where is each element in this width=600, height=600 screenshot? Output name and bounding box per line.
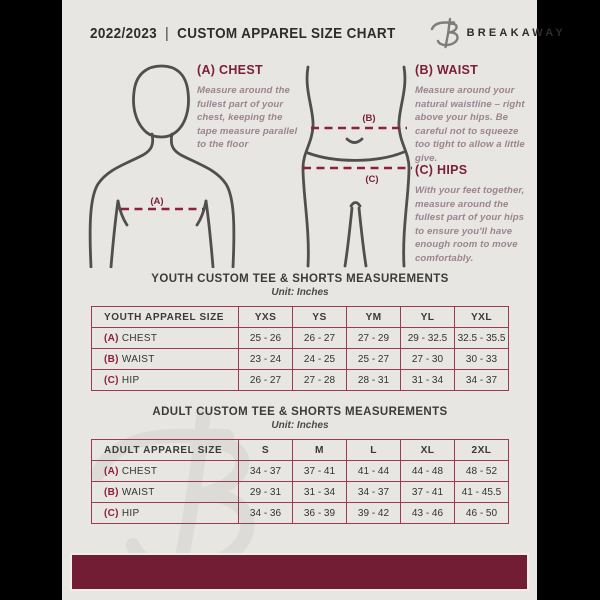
hips-heading: (C) HIPS [415,163,468,177]
chest-heading: (A) CHEST [197,63,263,77]
waist-marker-label: (B) [362,113,376,124]
row-label-cell [92,461,239,482]
row-prefix: (B) [104,353,119,365]
size-col-header: YXS [239,307,293,328]
row-label: CHEST [121,465,158,477]
size-cell: 31 - 34 [293,482,347,503]
size-col-header: 2XL [455,440,509,461]
adult-size-table [91,439,509,524]
table-row [92,503,509,524]
size-cell: 43 - 46 [401,503,455,524]
adult-table-title: ADULT CUSTOM TEE & SHORTS MEASUREMENTS [152,406,448,418]
chart-title: CUSTOM APPAREL SIZE CHART [177,24,396,42]
size-cell: 29 - 31 [239,482,293,503]
table-row [92,461,509,482]
row-label-cell [92,328,239,349]
adult-size-header-cell: ADULT APPAREL SIZE [92,440,239,461]
title-divider: | [165,24,170,42]
waist-heading: (B) WAIST [415,63,479,77]
size-cell: 27 - 29 [347,328,401,349]
row-label: HIP [121,374,140,386]
size-col-header: M [293,440,347,461]
size-cell: 27 - 28 [293,370,347,391]
footer-accent-bar [70,553,529,591]
breakaway-logo-icon [430,16,460,50]
size-cell: 34 - 37 [239,461,293,482]
flyer-sheet [62,0,566,600]
table-header-row [92,440,509,461]
size-cell: 30 - 33 [455,349,509,370]
size-cell: 36 - 39 [293,503,347,524]
size-cell: 37 - 41 [401,482,455,503]
size-cell: 48 - 52 [455,461,509,482]
row-prefix: (A) [104,332,119,344]
youth-size-section [91,272,509,391]
size-cell: 25 - 27 [347,349,401,370]
youth-size-table [91,306,509,391]
youth-table-unit: Unit: Inches [271,287,329,298]
size-cell: 41 - 44 [347,461,401,482]
size-cell: 39 - 42 [347,503,401,524]
row-label-cell [92,503,239,524]
table-header-row [92,307,509,328]
chest-instructions [197,63,305,152]
size-cell: 32.5 - 35.5 [455,328,509,349]
size-cell: 28 - 31 [347,370,401,391]
table-row [92,328,509,349]
size-col-header: YS [293,307,347,328]
row-prefix: (B) [104,486,119,498]
size-col-header: L [347,440,401,461]
youth-table-title: YOUTH CUSTOM TEE & SHORTS MEASUREMENTS [151,273,449,285]
size-cell: 34 - 37 [347,482,401,503]
row-label: WAIST [121,486,155,498]
size-col-header: XL [401,440,455,461]
measurement-guide [62,62,537,274]
size-col-header: YXL [455,307,509,328]
row-label-cell [92,370,239,391]
row-prefix: (C) [104,507,119,519]
brand-name: BREAKAWAY [466,27,566,39]
page-title [90,25,396,42]
row-label-cell [92,349,239,370]
row-prefix: (A) [104,465,119,477]
year-range: 2022/2023 [90,24,158,42]
chest-body-text: Measure around the fullest part of your chest, keeping the tape measure parallel to the floor [197,85,298,151]
chest-marker-label: (A) [150,196,164,207]
size-cell: 26 - 27 [293,328,347,349]
row-label: WAIST [121,353,155,365]
row-prefix: (C) [104,374,119,386]
size-col-header: YM [347,307,401,328]
header [90,14,566,52]
size-cell: 23 - 24 [239,349,293,370]
size-cell: 24 - 25 [293,349,347,370]
size-cell: 41 - 45.5 [455,482,509,503]
size-cell: 46 - 50 [455,503,509,524]
brand-lockup [430,16,566,50]
adult-size-section [91,405,509,524]
size-cell: 25 - 26 [239,328,293,349]
youth-size-header-cell: YOUTH APPAREL SIZE [92,307,239,328]
size-cell: 34 - 36 [239,503,293,524]
waist-instructions [415,63,529,166]
table-row [92,349,509,370]
table-row [92,370,509,391]
size-cell: 31 - 34 [401,370,455,391]
size-cell: 29 - 32.5 [401,328,455,349]
size-cell: 44 - 48 [401,461,455,482]
hips-body-text: With your feet together, measure around the fullest part of your hips to ensure you'll have enough room to move comfortably. [415,185,525,265]
table-row [92,482,509,503]
hips-instructions [415,163,529,266]
size-cell: 26 - 27 [239,370,293,391]
waist-body-text: Measure around your natural waistline – right above your hips. Be careful not to squeeze too tight to allow a little give. [415,85,525,165]
lower-body-diagram [295,62,417,268]
row-label: HIP [121,507,140,519]
size-col-header: S [239,440,293,461]
size-cell: 37 - 41 [293,461,347,482]
row-label-cell [92,482,239,503]
row-label: CHEST [121,332,158,344]
adult-table-unit: Unit: Inches [271,420,329,431]
size-cell: 27 - 30 [401,349,455,370]
size-col-header: YL [401,307,455,328]
size-cell: 34 - 37 [455,370,509,391]
hips-marker-label: (C) [365,174,379,185]
